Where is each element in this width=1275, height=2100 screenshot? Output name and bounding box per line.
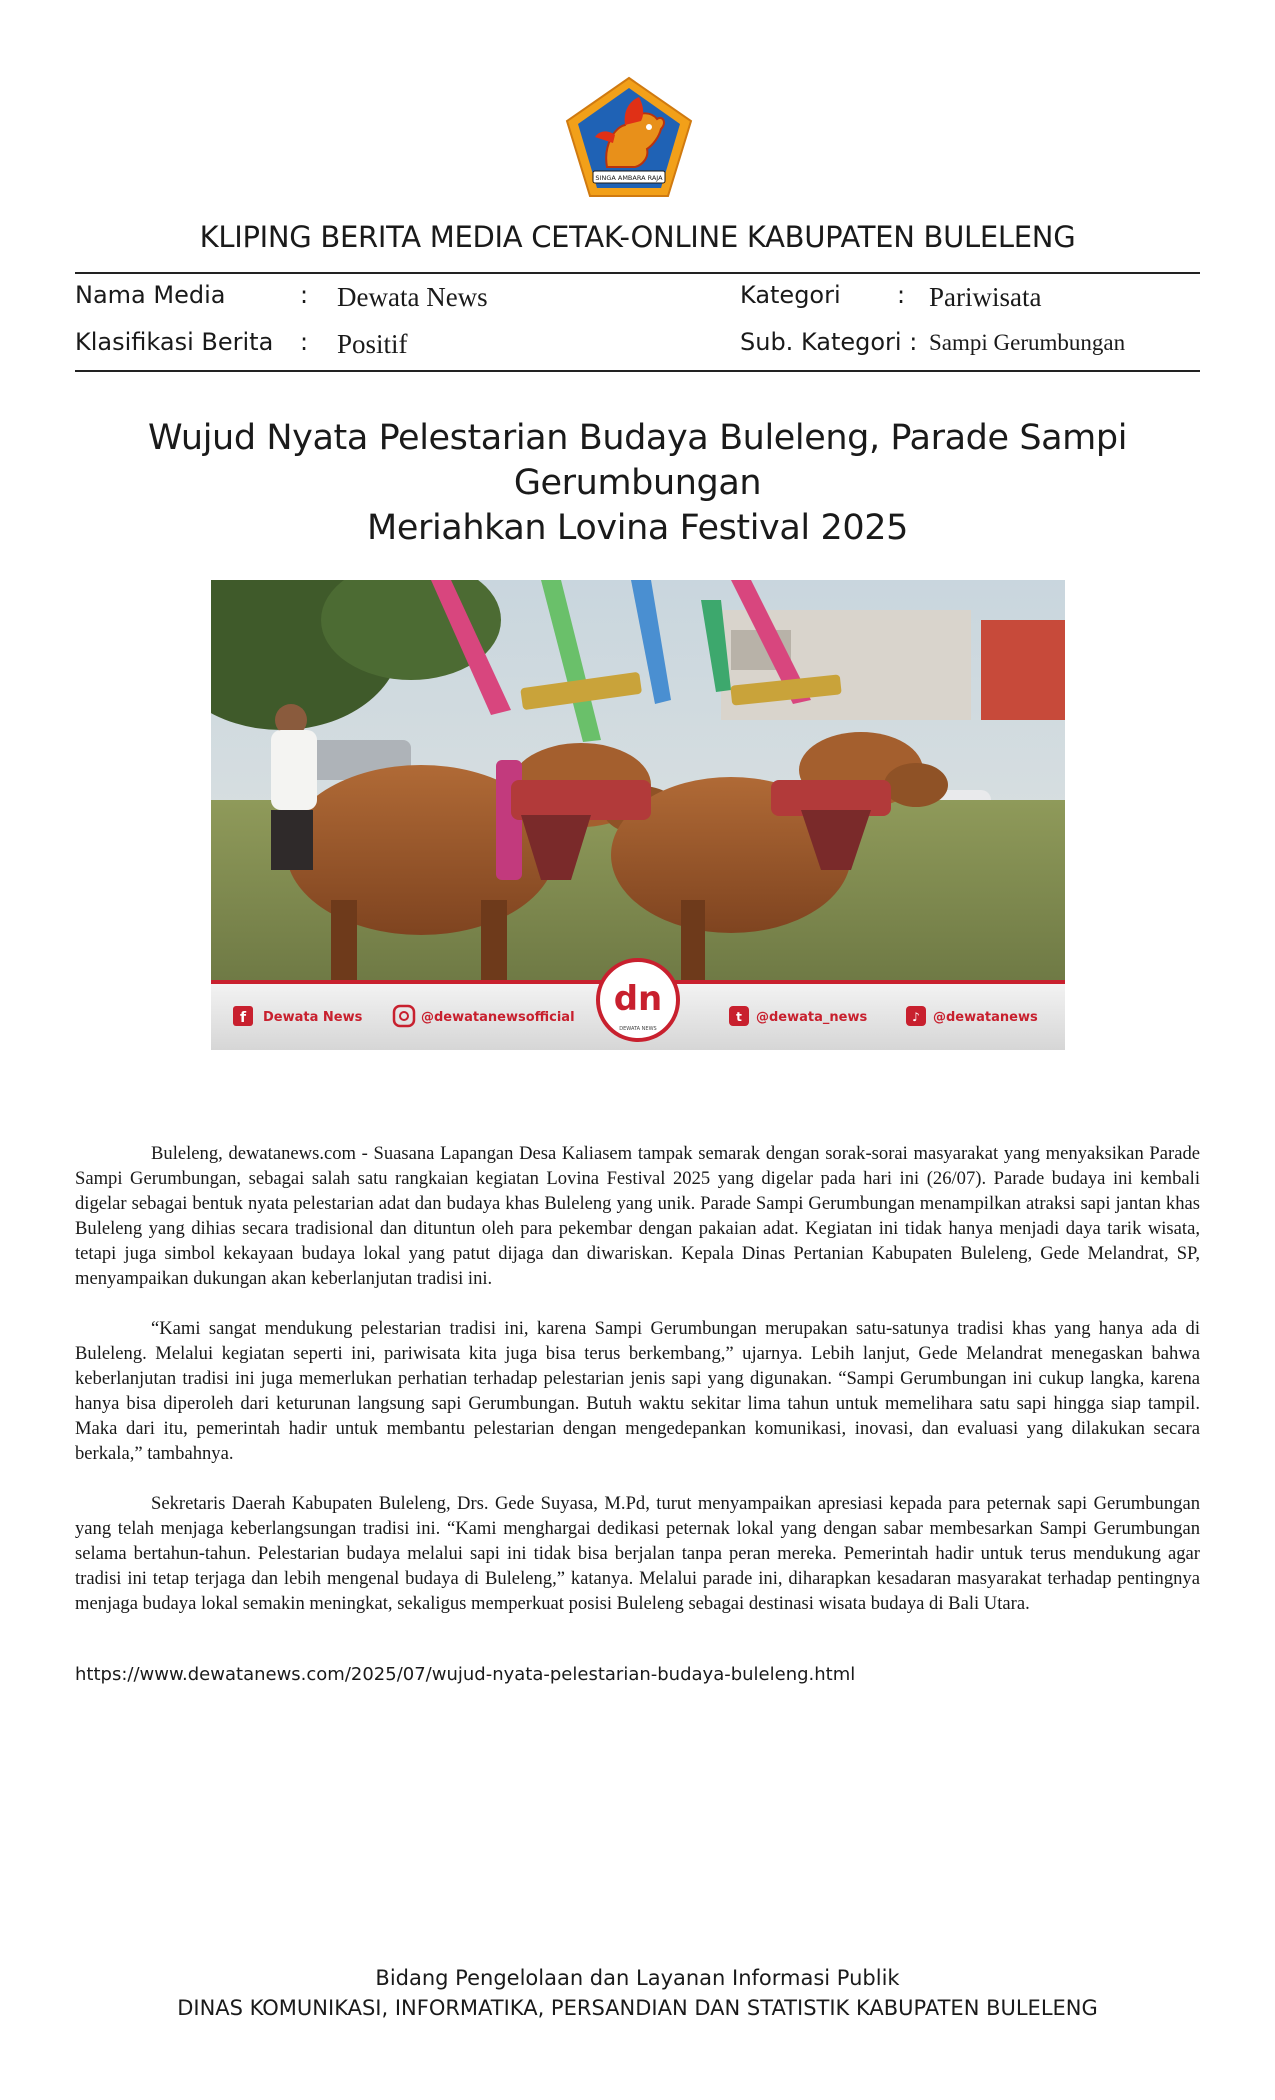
media-value: Dewata News	[337, 282, 488, 312]
kategori-colon: :	[897, 281, 906, 309]
headline-line-1: Wujud Nyata Pelestarian Budaya Buleleng, Parade Sampi Gerumbungan	[147, 418, 1128, 503]
buleleng-crest-logo	[563, 75, 695, 199]
article-paragraph-2: “Kami sangat mendukung pelestarian tradisi ini, karena Sampi Gerumbungan merupakan satu-satunya tradisi khas yang hanya ada di Buleleng. Melalui kegiatan seperti ini, pariwisata kita juga bisa terus berkembang,” ujarnya. Lebih lanjut, Gede Melandrat menegaskan bahwa keberlanjutan tradisi ini juga memerlukan perhatian terhadap pelestarian jenis sapi yang digunakan. “Sampi Gerumbungan ini cukup langka, karena hanya bisa diperoleh dari keturunan langsung sapi Gerumbungan. Butuh waktu sekitar lima tahun untuk memelihara satu sapi hingga siap tampil. Maka dari itu, pemerintah hadir untuk membantu pelestarian dengan mengedepankan komunikasi, inovasi, dan evaluasi yang dilakukan secara berkala,” tambahnya.	[75, 1318, 1200, 1464]
article-paragraph-1: Buleleng, dewatanews.com - Suasana Lapangan Desa Kaliasem tampak semarak dengan sorak-sorai masyarakat yang menyaksikan Parade Sampi Gerumbungan, sebagai salah satu rangkaian kegiatan Lovina Festival 2025 yang digelar pada hari ini (26/07). Parade budaya ini kembali digelar sebagai bentuk nyata pelestarian adat dan budaya khas Buleleng yang unik. Parade Sampi Gerumbungan menampilkan atraksi sapi jantan khas Buleleng yang dihias secara tradisional dan dituntun oleh para pekembar dengan pakaian adat. Kegiatan ini tidak hanya menjadi daya tarik wisata, tetapi juga simbol kekayaan budaya lokal yang patut dijaga dan diwariskan. Kepala Dinas Pertanian Kabupaten Buleleng, Gede Melandrat, SP, menyampaikan dukungan akan keberlanjutan tradisi ini.	[75, 1143, 1200, 1289]
svg-text:@dewata_news: @dewata_news	[756, 1010, 868, 1025]
kategori-value: Pariwisata	[929, 282, 1042, 312]
kliping-title: KLIPING BERITA MEDIA CETAK-ONLINE KABUPATEN BULELENG	[199, 220, 1076, 254]
header-rule-top	[75, 272, 1200, 274]
article-body	[75, 1141, 1200, 1641]
footer-division: Bidang Pengelolaan dan Layanan Informasi Publik	[375, 1966, 900, 1990]
svg-text:♪: ♪	[912, 1010, 920, 1024]
article-paragraph-3: Sekretaris Daerah Kabupaten Buleleng, Drs. Gede Suyasa, M.Pd, turut menyampaikan apresiasi kepada para peternak sapi Gerumbungan yang telah menjaga keberlangsungan tradisi ini. “Kami menghargai dedikasi peternak lokal yang dengan sabar membesarkan Sampi Gerumbungan selama bertahun-tahun. Pelestarian budaya melalui sapi ini tidak bisa berjalan tanpa peran mereka. Pemerintah hadir untuk terus mendukung agar tradisi ini tetap terjaga dan lebih mengenal budaya di Buleleng,” katanya. Melalui parade ini, diharapkan kesadaran masyarakat terhadap pentingnya menjaga budaya lokal semakin meningkat, sekaligus memperkuat posisi Buleleng sebagai destinasi wisata budaya di Bali Utara.	[75, 1493, 1200, 1614]
sub-kategori-label: Sub. Kategori :	[740, 328, 918, 356]
svg-text:dn: dn	[613, 979, 663, 1019]
svg-text:f: f	[239, 1010, 247, 1026]
footer-department: DINAS KOMUNIKASI, INFORMATIKA, PERSANDIAN DAN STATISTIK KABUPATEN BULELENG	[177, 1996, 1098, 2020]
headline-line-2: Meriahkan Lovina Festival 2025	[367, 508, 908, 548]
article-photo	[211, 580, 1065, 1050]
header-rule-bottom	[75, 370, 1200, 372]
svg-text:SINGA AMBARA RAJA: SINGA AMBARA RAJA	[595, 174, 663, 182]
media-label: Nama Media	[75, 281, 226, 309]
source-url-link[interactable]: https://www.dewatanews.com/2025/07/wujud-nyata-pelestarian-budaya-buleleng.html	[75, 1664, 856, 1685]
svg-text:t: t	[736, 1010, 742, 1024]
media-colon: :	[300, 281, 309, 309]
sub-kategori-value: Sampi Gerumbungan	[929, 330, 1126, 355]
klasifikasi-colon: :	[300, 328, 309, 356]
klasifikasi-label: Klasifikasi Berita	[75, 328, 274, 356]
svg-text:DEWATA NEWS: DEWATA NEWS	[619, 1026, 657, 1032]
kategori-label: Kategori	[740, 281, 841, 309]
article-headline	[60, 416, 1215, 551]
svg-text:Dewata News: Dewata News	[263, 1010, 363, 1025]
klasifikasi-value: Positif	[337, 329, 408, 359]
svg-text:@dewatanewsofficial: @dewatanewsofficial	[421, 1010, 575, 1025]
svg-text:@dewatanews: @dewatanews	[933, 1010, 1038, 1025]
